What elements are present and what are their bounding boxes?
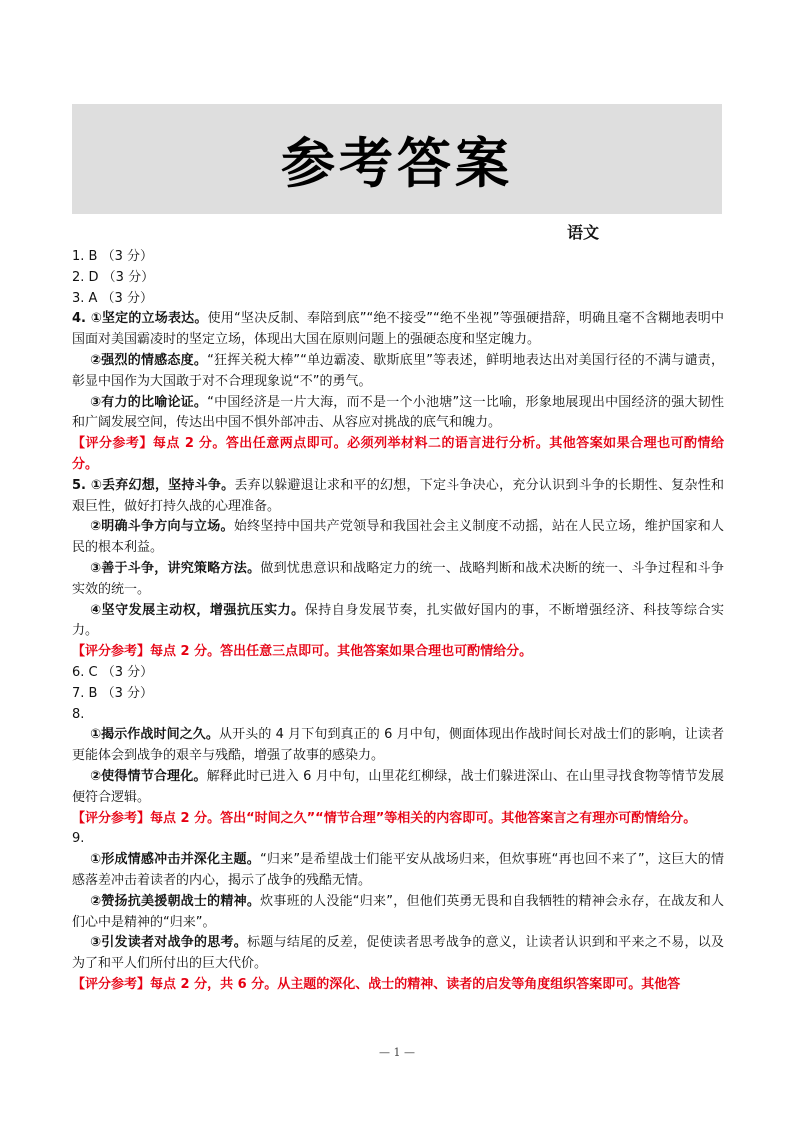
answer-q4-point2 — [72, 351, 724, 393]
answer-q7: 7. B （3 分） — [72, 685, 153, 701]
answer-q2: 2. D （3 分） — [72, 269, 155, 285]
point-text: 从开头的 4 月下旬到真正的 6 月中旬，侧面体现出作战时间长对战士们的影响，让读者更能体会到战争的艰辛与残酷，增强了故事的感染力。 — [72, 727, 724, 764]
answer-q1: 1. B （3 分） — [72, 249, 153, 264]
scoring-note-q9: 【评分参考】每点 2 分，共 6 分。从主题的深化、战士的精神、读者的启发等角度组织答案即可。其他答 — [72, 976, 681, 992]
answer-q4-point1 — [72, 309, 724, 351]
answer-q8-point1 — [72, 725, 724, 767]
answer-q4-point3 — [72, 393, 724, 435]
scoring-note-q4: 【评分参考】每点 2 分。答出任意两点即可。必须列举材料二的语言进行分析。其他答案如果合理也可酌情给分。 — [72, 436, 724, 472]
point-heading: ①揭示作战时间之久。 — [90, 727, 220, 743]
point-heading: 4. ①坚定的立场表达。 — [72, 311, 208, 327]
point-text: 丢弃以躲避退让求和平的幻想，下定斗争决心，充分认识到斗争的长期性、复杂性和艰巨性，做好打持久战的心理准备。 — [72, 477, 724, 514]
point-heading: ②使得情节合理化。 — [90, 768, 207, 784]
point-text: 做到忧患意识和战略定力的统一、战略判断和战术决断的统一、斗争过程和斗争实效的统一。 — [72, 560, 724, 597]
title-banner — [72, 104, 722, 214]
point-heading: ④坚守发展主动权，增强抗压实力。 — [90, 602, 305, 618]
answer-q3: 3. A （3 分） — [72, 290, 153, 306]
point-text: 解释此时已进入 6 月中旬，山里花红柳绿，战士们躲进深山、在山里寻找食物等情节发展便符合逻辑。 — [72, 768, 724, 805]
answer-q6: 6. C （3 分） — [72, 664, 154, 680]
point-text: 炊事班的人没能“归来”，但他们英勇无畏和自我牺牲的精神会永存，在战友和人们心中是精神的“归来”。 — [72, 893, 724, 930]
point-text: “归来”是希望战士们能平安从战场归来，但炊事班“再也回不来了”，这巨大的情感落差冲击着读者的内心，揭示了战争的残酷无情。 — [72, 852, 724, 888]
point-text: 保持自身发展节奏，扎实做好国内的事，不断增强经济、科技等综合实力。 — [72, 602, 724, 639]
answer-q9-point2 — [72, 892, 724, 934]
point-heading: ②明确斗争方向与立场。 — [90, 519, 234, 535]
point-heading: 5. ①丢弃幻想，坚持斗争。 — [72, 477, 235, 493]
point-heading: ③引发读者对战争的思考。 — [90, 935, 248, 951]
answer-q5-point1 — [72, 476, 724, 518]
point-text: 始终坚持中国共产党领导和我国社会主义制度不动摇，站在人民立场，维护国家和人民的根本利益。 — [72, 519, 724, 556]
point-heading: ③善于斗争，讲究策略方法。 — [90, 560, 261, 576]
answer-q5-point4 — [72, 601, 724, 643]
answer-q9-point3 — [72, 933, 724, 975]
answer-q5-point2 — [72, 517, 724, 559]
point-text: “狂挥关税大棒”“单边霸凌、歇斯底里”等表述，鲜明地表达出对美国行径的不满与谴责，彰显中国作为大国敢于对不合理现象说“不”的勇气。 — [72, 352, 724, 389]
scoring-note-q5: 【评分参考】每点 2 分。答出任意三点即可。其他答案如果合理也可酌情给分。 — [72, 644, 533, 660]
answer-q9-number: 9. — [72, 831, 85, 847]
scoring-note-q8: 【评分参考】每点 2 分。答出“时间之久”“情节合理”等相关的内容即可。其他答案言之有理亦可酌情给分。 — [72, 810, 697, 826]
point-text: 使用“坚决反制、奉陪到底”“绝不接受”“绝不坐视”等强硬措辞，明确且毫不含糊地表明中国面对美国霸凌时的坚定立场，体现出大国在原则问题上的强硬态度和坚定魄力。 — [72, 311, 724, 348]
point-heading: ②强烈的情感态度。 — [90, 352, 208, 368]
answer-q8-number: 8. — [72, 706, 85, 722]
point-heading: ②赞扬抗美援朝战士的精神。 — [90, 893, 261, 909]
subject-label: 语文 — [567, 223, 600, 242]
point-text: “中国经济是一片大海，而不是一个小池塘”这一比喻，形象地展现出中国经济的强大韧性和广阔发展空间，传达出中国不惧外部冲击、从容应对挑战的底气和魄力。 — [72, 394, 724, 431]
page-title: 参考答案 — [281, 130, 513, 195]
answer-content — [72, 247, 724, 996]
point-text: 标题与结尾的反差，促使读者思考战争的意义，让读者认识到和平来之不易，以及为了和平人们所付出的巨大代价。 — [72, 935, 724, 972]
point-heading: ①形成情感冲击并深化主题。 — [90, 852, 260, 868]
answer-q5-point3 — [72, 559, 724, 601]
point-heading: ③有力的比喻论证。 — [90, 394, 208, 410]
answer-q8-point2 — [72, 767, 724, 809]
page-number: — 1 — — [379, 1046, 415, 1059]
answer-q9-point1 — [72, 850, 724, 892]
